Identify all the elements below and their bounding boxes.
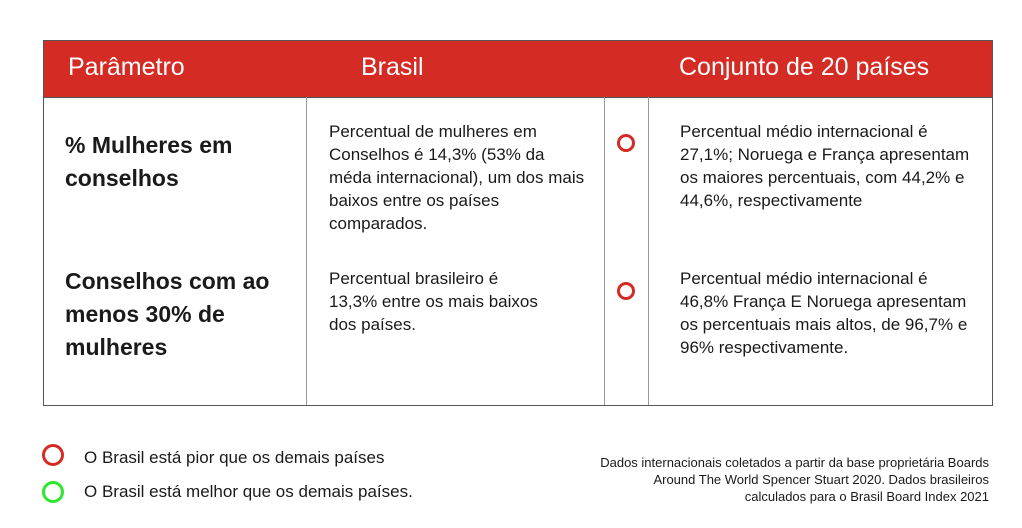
row-international-text: Percentual médio internacional é 27,1%; Noruega e França apresentam os maiores percentuais, com 44,2% e 44,6%, respectivamente [680,122,970,210]
legend-worse-label: O Brasil está pior que os demais países [84,448,385,467]
table-header [44,41,992,98]
comparison-table [43,40,993,406]
source-note: Dados internacionais coletados a partir da base proprietária Boards Around The World Spencer Stuart 2020. Dados brasileiros calculados para o Brasil Board Index 2021 [600,455,989,504]
column-divider [604,97,605,405]
green-circle-icon [42,481,64,503]
row-parameter: Conselhos com ao menos 30% de mulheres [65,268,270,360]
red-circle-icon [617,282,635,300]
column-divider [306,97,307,405]
row-brasil-text: Percentual brasileiro é 13,3% entre os mais baixos dos países. [329,269,538,334]
column-divider [648,97,649,405]
legend-better-label: O Brasil está melhor que os demais países. [84,482,413,501]
header-conjunto: Conjunto de 20 países [679,53,930,81]
red-circle-icon [42,444,64,466]
row-international-text: Percentual médio internacional é 46,8% França E Noruega apresentam os percentuais mais altos, de 96,7% e 96% respectivamente. [680,269,968,357]
header-parametro: Parâmetro [68,53,185,81]
header-brasil: Brasil [361,53,424,81]
row-brasil-text: Percentual de mulheres em Conselhos é 14,3% (53% da méda internacional), um dos mais baixos entre os países comparados. [329,122,585,233]
row-parameter: % Mulheres em conselhos [65,132,233,191]
red-circle-icon [617,134,635,152]
